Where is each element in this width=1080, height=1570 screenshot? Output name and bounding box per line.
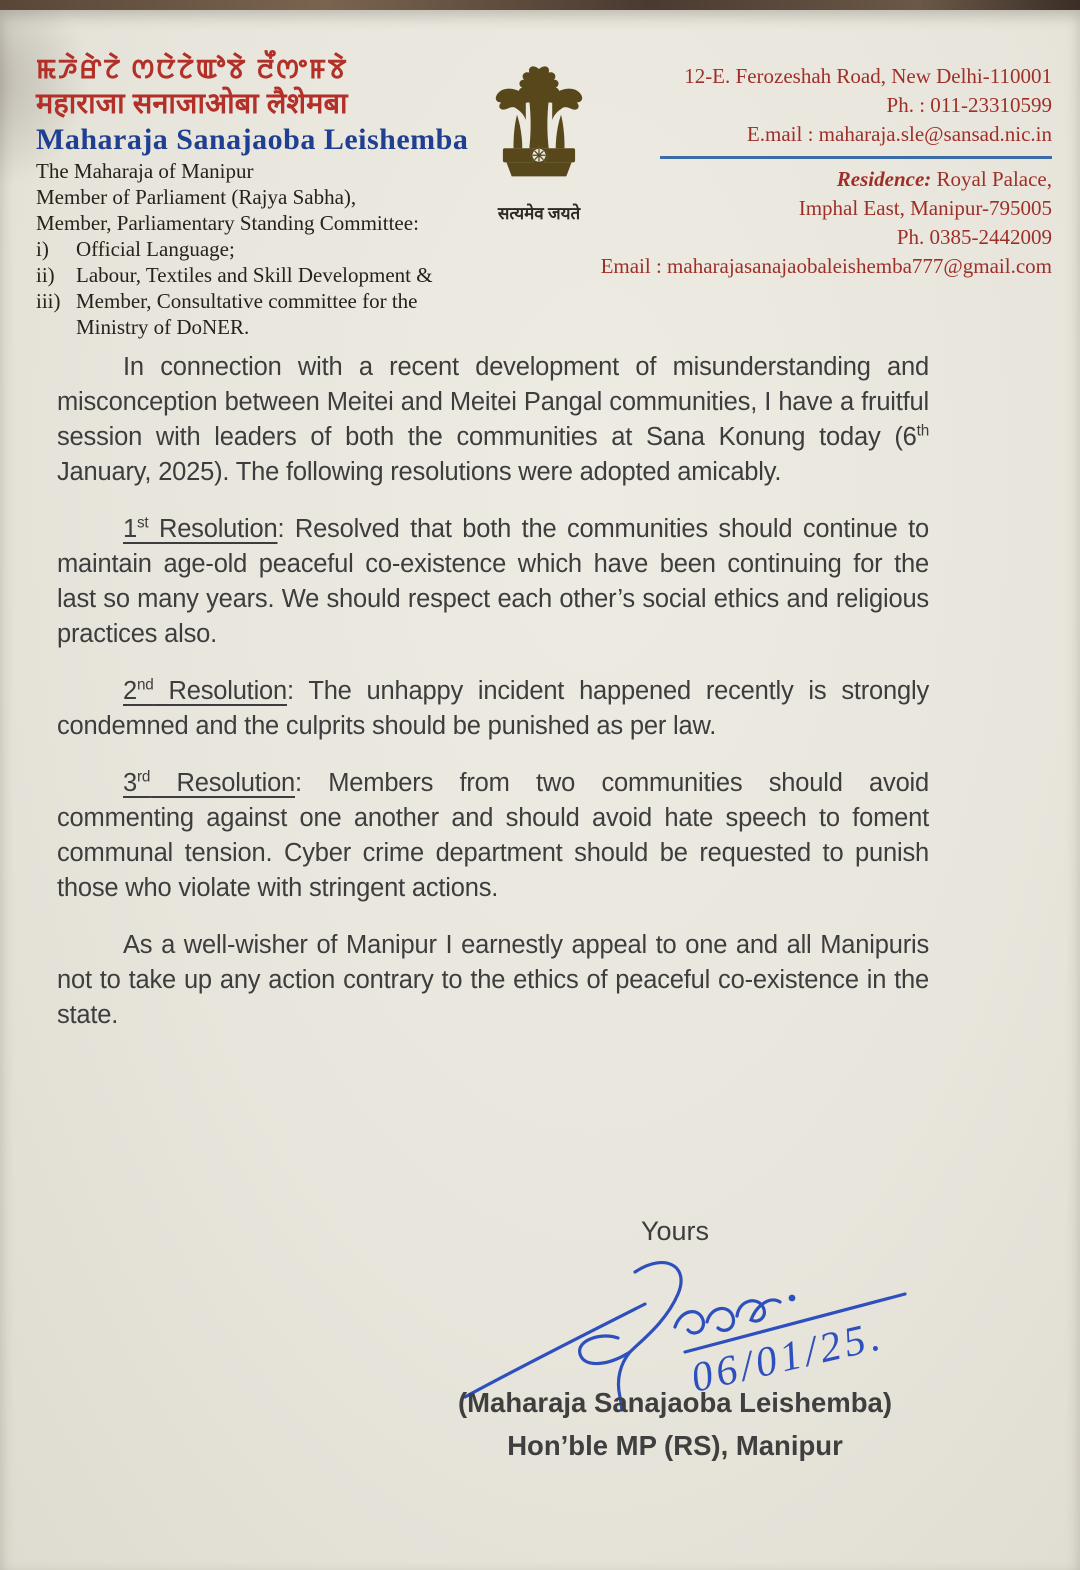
residence-label: Residence: [836, 167, 932, 191]
intro-ordinal-sup: th [916, 422, 929, 440]
resolution-3-ordinal: rd [136, 768, 151, 786]
resolution-3-heading [123, 769, 295, 797]
resolution-2-text: : The unhappy incident happened recently is strongly condemned and the culprits should be punished as per law. [57, 677, 930, 740]
resolution-1-text: : Resolved that both the communities should continue to maintain age-old peaceful co-existence which have been continuing for the last so many years. We should respect each other’s social ethics and religious practices also. [57, 515, 930, 648]
signatory-designation: Hon’ble MP (RS), Manipur [507, 1430, 843, 1461]
title-committee: Member, Parliamentary Standing Committee: [36, 211, 419, 235]
delhi-address: 12-E. Ferozeshah Road, New Delhi-110001 [684, 64, 1052, 88]
resolution-1-ordinal: st [136, 514, 149, 532]
committee-text-2: Labour, Textiles and Skill Development & [76, 263, 433, 287]
committee-index-1: i) [36, 237, 49, 261]
contact-divider [660, 156, 1052, 159]
resolution-2-ordinal: nd [136, 676, 154, 694]
title-mp: Member of Parliament (Rajya Sabha), [36, 185, 357, 209]
name-english: Maharaja Sanajaoba Leishemba [36, 123, 469, 156]
name-meetei-mayek: ꯃꯍꯥꯔꯥꯖꯥ ꯁꯅꯥꯖꯥꯑꯣꯕꯥ ꯂꯩꯁꯦꯝꯕꯥ [36, 54, 349, 84]
resolution-1-number: 1 [123, 515, 137, 543]
salutation: Yours [640, 1216, 710, 1246]
signature-date: 06/01/25. [686, 1312, 889, 1402]
residence-line-2: Imphal East, Manipur-795005 [798, 196, 1052, 220]
satyameva-jayate-caption: सत्यमेव जयते [497, 204, 581, 223]
delhi-phone: Ph. : 011-23310599 [886, 93, 1052, 117]
committee-index-3: iii) [36, 289, 61, 313]
committee-index-2: ii) [36, 263, 55, 287]
name-devanagari: महाराजा सनाजाओबा लैशेमबा [36, 88, 348, 120]
committee-text-3: Member, Consultative committee for the Ministry of DoNER. [76, 289, 418, 339]
letterhead-right-block [572, 62, 1052, 281]
closing-paragraph: As a well-wisher of Manipur I earnestly appeal to one and all Manipuris not to take up any action contrary to the ethics of peaceful co-existence in the state. [57, 931, 929, 1029]
resolution-2-label: Resolution [153, 677, 287, 705]
letterhead-left-block [36, 52, 472, 340]
signatory-name: (Maharaja Sanajaoba Leishemba) [457, 1387, 893, 1418]
resolution-3-text: : Members from two communities should avoid commenting against one another and should avoid hate speech to foment communal tension. Cyber crime department should be requested to punish those who violate with stringent actions. [57, 769, 929, 902]
resolution-2-paragraph [57, 674, 929, 744]
resolution-1-heading [123, 515, 277, 543]
signatory-block [420, 1386, 930, 1463]
resolution-3-label: Resolution [150, 769, 296, 797]
intro-text-a: In connection with a recent development of misunderstanding and misconception between Meitei and Meitei Pangal communities, I have a fruitful session with leaders of both the communities at Sana Konung today (6 [57, 353, 929, 451]
residence-email: Email : maharajasanajaobaleishemba777@gmail.com [600, 254, 1052, 278]
committee-item-2 [36, 262, 472, 288]
letter-body [57, 350, 929, 1055]
delhi-email: E.mail : maharaja.sle@sansad.nic.in [746, 122, 1052, 146]
resolution-1-label: Resolution [148, 515, 278, 543]
resolution-2-heading [123, 677, 287, 705]
committee-item-1 [36, 236, 472, 262]
resolution-1-paragraph [57, 512, 929, 652]
residence-phone: Ph. 0385-2442009 [896, 225, 1052, 249]
title-maharaja: The Maharaja of Manipur [36, 159, 254, 183]
residence-value: Royal Palace, [931, 167, 1052, 191]
residence-line-1 [572, 165, 1052, 194]
resolution-3-number: 3 [123, 769, 137, 797]
letter-paper [0, 10, 1080, 1570]
committee-text-1: Official Language; [76, 237, 235, 261]
intro-text-b: January, 2025). The following resolutions were adopted amicably. [57, 458, 782, 486]
committee-item-3 [36, 288, 472, 340]
resolution-3-paragraph [57, 766, 929, 906]
resolution-2-number: 2 [123, 677, 137, 705]
intro-paragraph [57, 350, 929, 490]
